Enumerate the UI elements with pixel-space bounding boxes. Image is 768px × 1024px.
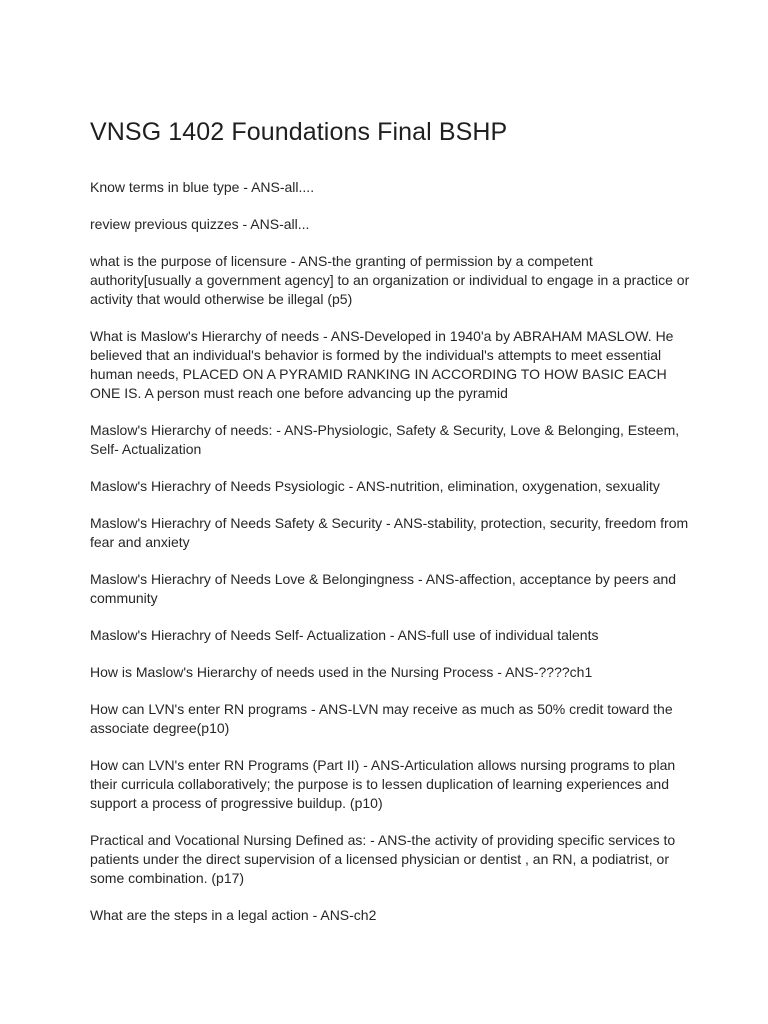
entry-legal-action-steps: What are the steps in a legal action - ANS-ch2 bbox=[90, 907, 377, 923]
study-entries bbox=[90, 178, 690, 943]
entry-maslow-hierarchy: What is Maslow's Hierarchy of needs - ANS-Developed in 1940'a by ABRAHAM MASLOW. He believed that an individual's behavior is formed by the individual's attempts to meet essential human needs, PLACED ON A PYRAMID RANKING IN ACCORDING TO HOW BASIC EACH ONE IS. A person must reach one before advancing up the pyramid bbox=[90, 328, 674, 401]
entry-maslow-safety: Maslow's Hierachry of Needs Safety & Security - ANS-stability, protection, security, freedom from fear and anxiety bbox=[90, 515, 689, 550]
entry-practical-nursing-defined: Practical and Vocational Nursing Defined as: - ANS-the activity of providing specific services to patients under the direct supervision of a licensed physician or dentist , an RN, a podiatrist, or some combination. (p17) bbox=[90, 832, 676, 886]
entry-maslow-love: Maslow's Hierachry of Needs Love & Belongingness - ANS-affection, acceptance by peers and community bbox=[90, 571, 677, 606]
entry-maslow-levels: Maslow's Hierarchy of needs: - ANS-Physiologic, Safety & Security, Love & Belonging, Esteem, Self- Actualization bbox=[90, 422, 680, 457]
entry-purpose-of-licensure: what is the purpose of licensure - ANS-the granting of permission by a competent authority[usually a government agency] to an organization or individual to engage in a practice or activity that would otherwise be illegal (p5) bbox=[90, 253, 690, 307]
document-title: VNSG 1402 Foundations Final BSHP bbox=[90, 118, 508, 146]
entry-maslow-nursing-process: How is Maslow's Hierarchy of needs used in the Nursing Process - ANS-????ch1 bbox=[90, 664, 593, 680]
entry-maslow-self-actualization: Maslow's Hierachry of Needs Self- Actualization - ANS-full use of individual talents bbox=[90, 627, 599, 643]
entry-know-terms: Know terms in blue type - ANS-all.... bbox=[90, 179, 315, 195]
entry-maslow-physiologic: Maslow's Hierachry of Needs Psysiologic - ANS-nutrition, elimination, oxygenation, sexuality bbox=[90, 478, 660, 494]
entry-lvn-rn-programs: How can LVN's enter RN programs - ANS-LVN may receive as much as 50% credit toward the associate degree(p10) bbox=[90, 701, 673, 736]
entry-lvn-rn-programs-part-2: How can LVN's enter RN Programs (Part II) - ANS-Articulation allows nursing programs to plan their curricula collaboratively; the purpose is to lessen duplication of learning experiences and support a process of progressive buildup. (p10) bbox=[90, 757, 676, 811]
entry-review-quizzes: review previous quizzes - ANS-all... bbox=[90, 216, 310, 232]
